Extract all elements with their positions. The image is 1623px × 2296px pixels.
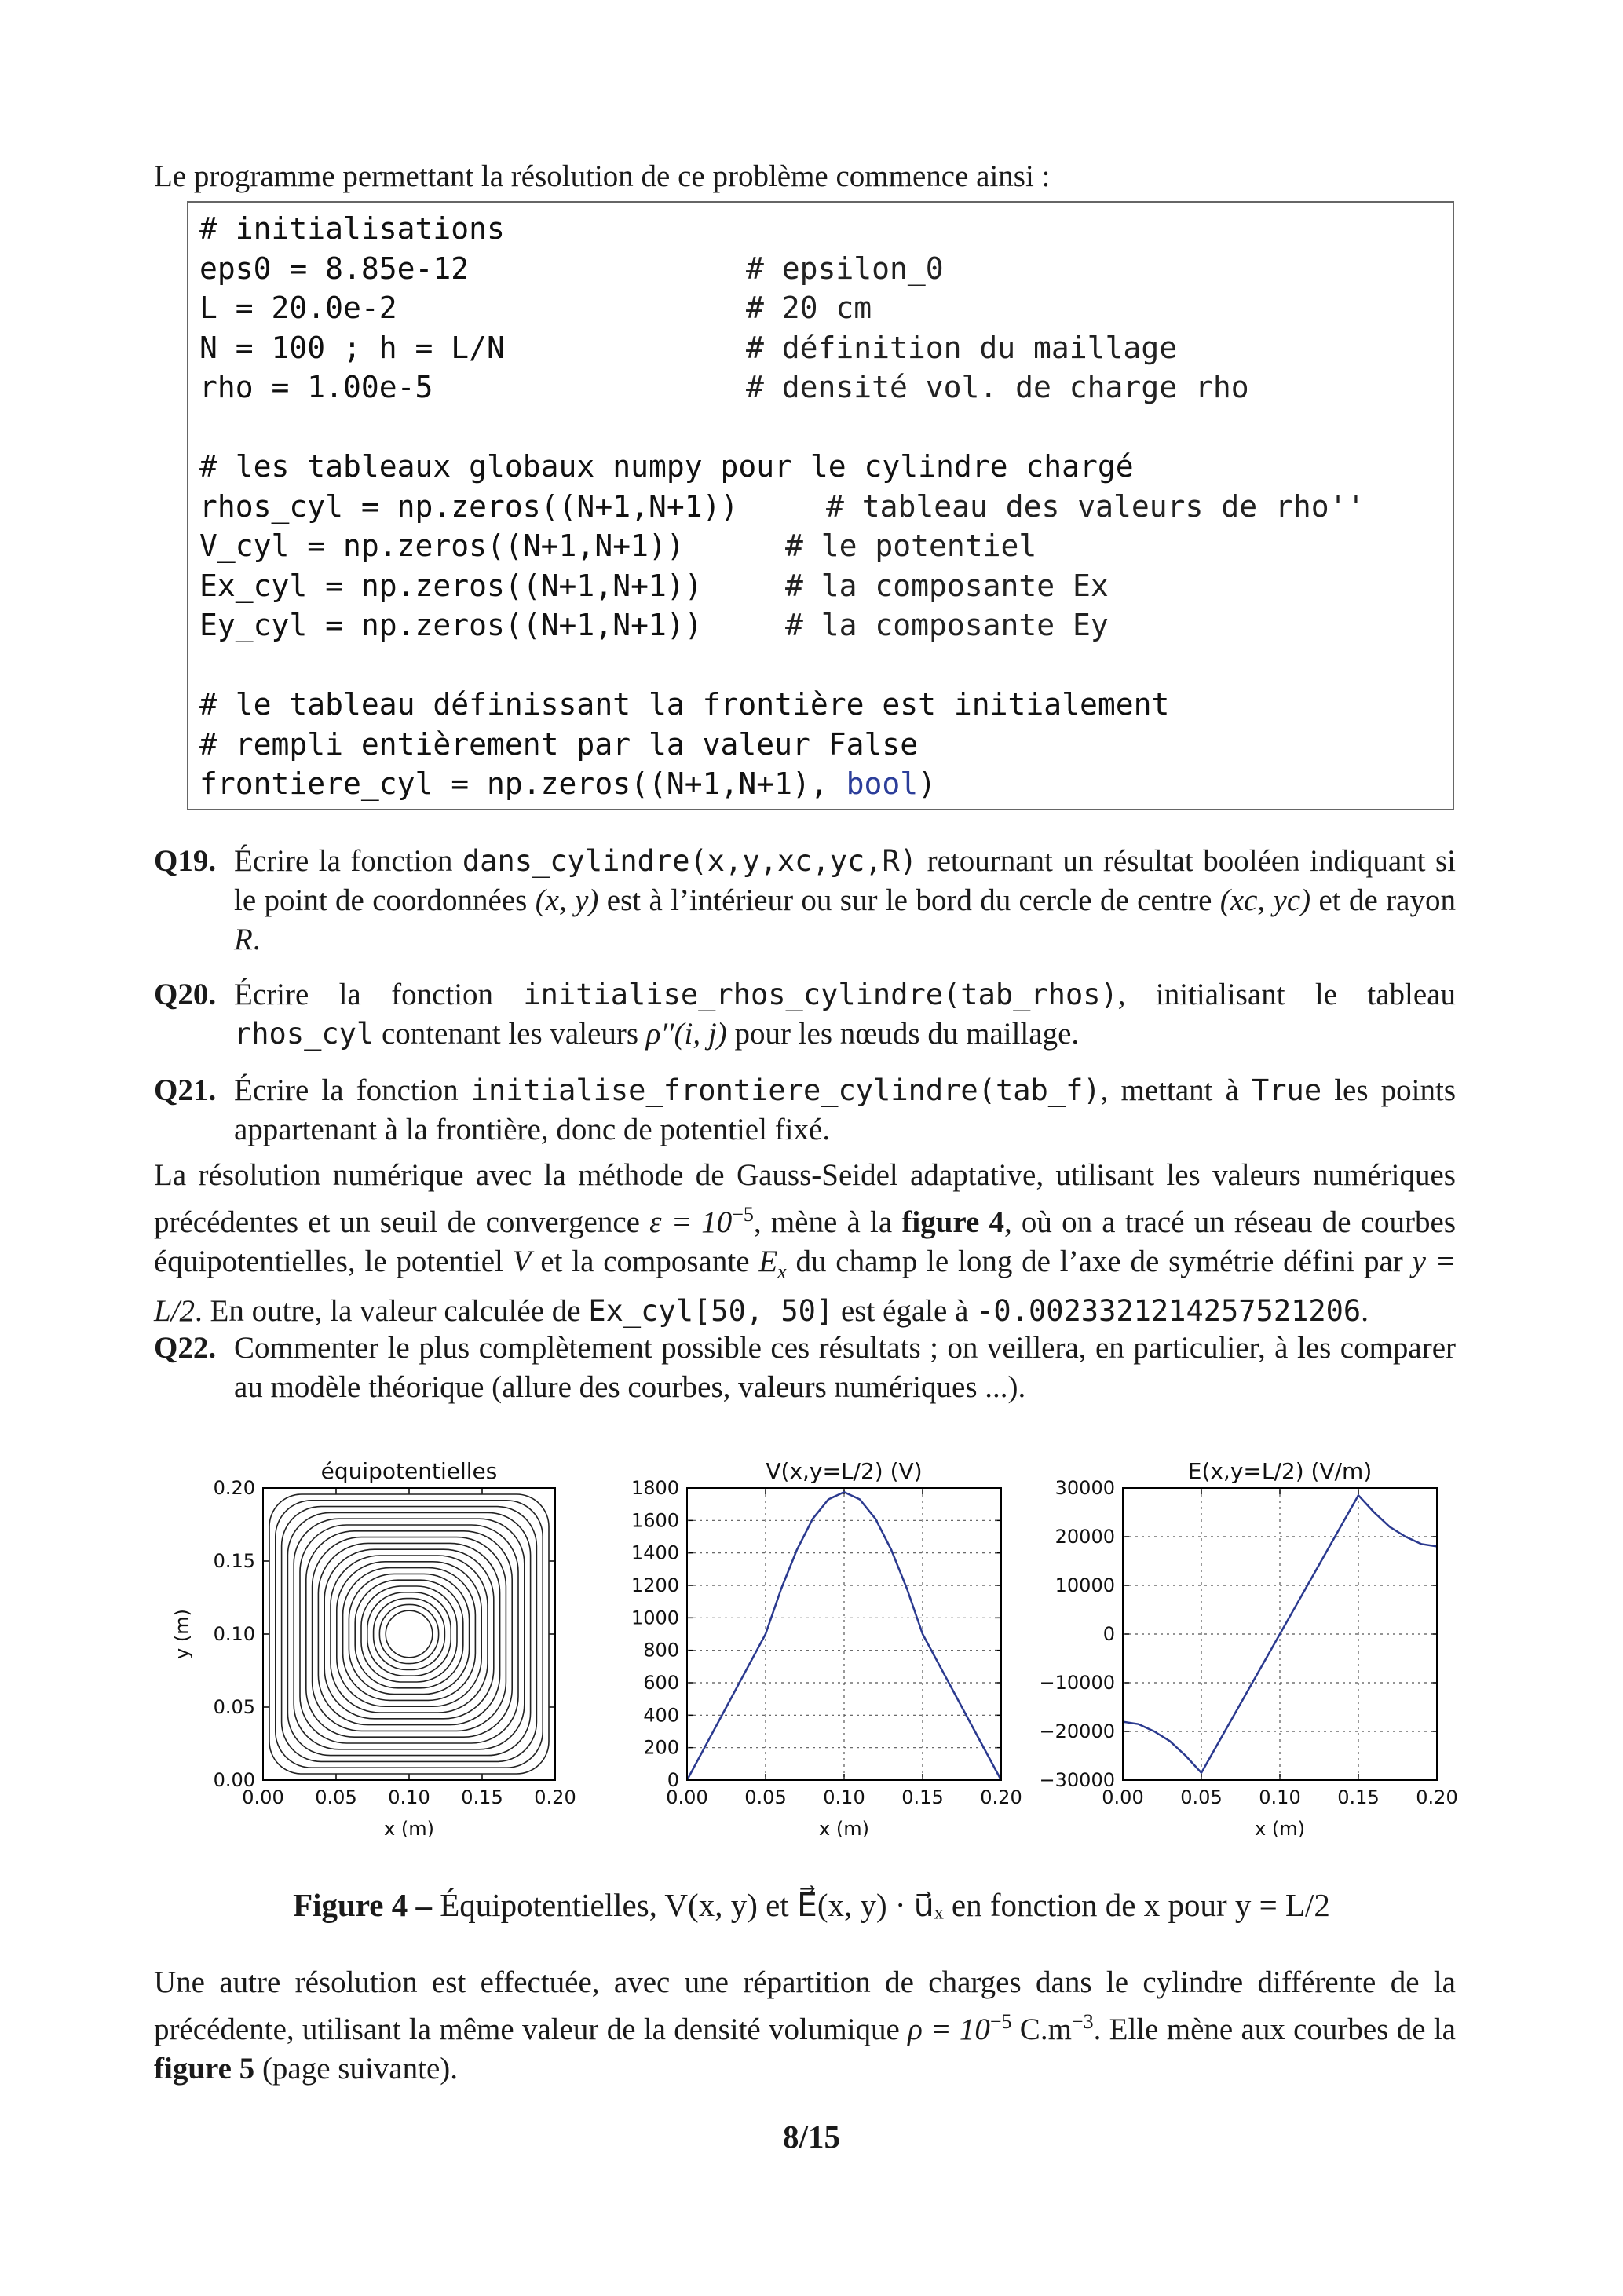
x-axis-label: x (m): [819, 1818, 869, 1840]
code-line: # rempli entièrement par la valeur False: [199, 726, 919, 762]
q22-text: Commenter le plus complètement possible ces résultats ; on veillera, en particulier, à les comparer au modèle théorique (allure des courbes, valeurs numériques ...).: [234, 1331, 1456, 1404]
equipotential-curve: [318, 1543, 499, 1724]
equipotential-curve: [324, 1549, 494, 1719]
figure-caption: Figure 4 – Équipotentielles, V(x, y) et E⃗(x, y) · u⃗ₓ en fonction de x pour y = L/2: [293, 1887, 1330, 1923]
code-line: eps0 = 8.85e-12: [199, 250, 470, 286]
y-tick-label: 20000: [1055, 1526, 1115, 1548]
y-tick-label: 0.00: [213, 1769, 255, 1791]
equipotential-curve: [355, 1580, 463, 1688]
y-tick-label: 800: [643, 1639, 679, 1662]
code-line: frontiere_cyl = np.zeros((N+1,N+1), bool): [199, 766, 937, 801]
y-tick-label: 0.15: [213, 1550, 255, 1572]
x-tick-label: 0.20: [534, 1786, 576, 1808]
chart-title: E(x,y=L/2) (V/m): [1187, 1458, 1373, 1484]
series-line: [687, 1492, 1001, 1780]
equipotential-curve: [294, 1519, 525, 1749]
equipotential-curve: [337, 1562, 481, 1706]
y-tick-label: 400: [643, 1704, 679, 1727]
equipotential-curve: [379, 1604, 438, 1663]
q21-label: Q21.: [154, 1073, 217, 1107]
code-line: # les tableaux globaux numpy pour le cylindre chargé: [199, 449, 1134, 484]
y-tick-label: 1200: [631, 1574, 679, 1596]
equipotential-curve: [343, 1568, 476, 1701]
code-comment: # la composante Ey: [785, 608, 1109, 642]
y-tick-label: 30000: [1055, 1477, 1115, 1499]
y-tick-label: 0.10: [213, 1623, 255, 1645]
x-tick-label: 0.00: [1102, 1786, 1144, 1808]
code-comment: # epsilon_0: [746, 250, 944, 286]
figure-4-charts: [173, 1445, 1460, 1857]
code-comment: # le potentiel: [785, 528, 1037, 563]
q19-function: dans_cylindre(x,y,xc,yc,R): [462, 844, 918, 878]
x-tick-label: 0.20: [1416, 1786, 1458, 1808]
code-comment: # définition du maillage: [746, 330, 1178, 365]
code-line: V_cyl = np.zeros((N+1,N+1)): [199, 528, 685, 563]
x-axis-label: x (m): [1255, 1818, 1305, 1840]
q22-label: Q22.: [154, 1331, 217, 1365]
y-tick-label: 1800: [631, 1477, 679, 1499]
q19-label: Q19.: [154, 844, 217, 878]
equipotential-curve: [374, 1599, 445, 1670]
code-line: rho = 1.00e-5: [199, 370, 433, 404]
code-comment: # tableau des valeurs de rho'': [826, 488, 1365, 524]
code-line: L = 20.0e-2: [199, 291, 397, 325]
code-comment: # 20 cm: [746, 291, 872, 325]
x-tick-label: 0.15: [461, 1786, 503, 1808]
code-line: Ex_cyl = np.zeros((N+1,N+1)): [199, 568, 703, 603]
y-tick-label: −20000: [1039, 1720, 1115, 1742]
code-keyword: bool: [846, 766, 919, 801]
code-line: rhos_cyl = np.zeros((N+1,N+1)): [199, 488, 739, 524]
code-comment: # densité vol. de charge rho: [746, 370, 1249, 404]
page-number: 8/15: [783, 2119, 840, 2155]
x-tick-label: 0.00: [242, 1786, 284, 1808]
y-tick-label: 1000: [631, 1607, 679, 1629]
y-tick-label: 10000: [1055, 1574, 1115, 1596]
x-tick-label: 0.20: [980, 1786, 1022, 1808]
q20-label: Q20.: [154, 978, 217, 1011]
code-line: # le tableau définissant la frontière est initialement: [199, 687, 1170, 722]
x-axis-label: x (m): [384, 1818, 434, 1840]
equipotential-curve: [331, 1556, 488, 1713]
x-tick-label: 0.10: [1259, 1786, 1301, 1808]
y-tick-label: 600: [643, 1672, 679, 1694]
equipotential-curve: [269, 1494, 549, 1774]
q19-text: Écrire la fonction dans_cylindre(x,y,xc,yc,R) retournant un résultat booléen indiquant si le point de coordonnées (x, y) est à l’intérieur ou sur le bord du cercle de centre (xc, yc) et de rayon R.: [234, 844, 1456, 956]
x-tick-label: 0.05: [1180, 1786, 1223, 1808]
x-tick-label: 0.15: [1337, 1786, 1380, 1808]
y-tick-label: 1400: [631, 1541, 679, 1564]
x-tick-label: 0.00: [666, 1786, 708, 1808]
chart-title: équipotentielles: [320, 1458, 498, 1484]
y-tick-label: 0.20: [213, 1477, 255, 1499]
chart-title: V(x,y=L/2) (V): [766, 1458, 923, 1484]
q21-function: initialise_frontiere_cylindre(tab_f): [470, 1073, 1101, 1107]
x-tick-label: 0.05: [744, 1786, 787, 1808]
equipotential-curve: [386, 1610, 433, 1658]
y-tick-label: −30000: [1039, 1769, 1115, 1791]
x-tick-label: 0.05: [315, 1786, 357, 1808]
q20-text: Écrire la fonction initialise_rhos_cylindre(tab_rhos), initialisant le tableau rhos_cyl contenant les valeurs ρ′′(i, j) pour les nœuds du maillage.: [234, 978, 1456, 1051]
q20-function: initialise_rhos_cylindre(tab_rhos): [523, 978, 1118, 1011]
equipotential-curve: [313, 1537, 506, 1731]
x-tick-label: 0.10: [388, 1786, 430, 1808]
code-line: Ey_cyl = np.zeros((N+1,N+1)): [199, 608, 703, 642]
y-axis-label: y (m): [173, 1609, 193, 1659]
code-comment: # la composante Ex: [785, 568, 1109, 603]
figure-4-svg: [173, 1445, 1460, 1853]
results-paragraph: La résolution numérique avec la méthode de Gauss-Seidel adaptative, utilisant les valeurs numériques précédentes et un seuil de convergence $\varepsilon = 10^{-5}$, mène à la figure 4, où on a tracé un réseau de courbes équipotentielles, le potentiel V et la composante $E_x$ du champ le long de l’axe de symétrie défini par y = L/2. En outre, la valeur calculée de Ex_cyl[50, 50] est égale à -0.0023321214257521206.: [154, 1158, 1457, 1328]
code-line: N = 100 ; h = L/N: [199, 330, 505, 365]
code-paren: ): [918, 766, 937, 801]
code-line: # initialisations: [199, 211, 505, 246]
closing-paragraph: Une autre résolution est effectuée, avec une répartition de charges dans le cylindre différente de la précédente, utilisant la même valeur de la densité volumique $\rho = 10^{-5}$ $C.m^{-3}$. Elle mène aux courbes de la figure 5 (page suivante).: [154, 1965, 1456, 2086]
y-tick-label: 200: [643, 1736, 679, 1759]
x-tick-label: 0.15: [901, 1786, 944, 1808]
x-tick-label: 0.10: [823, 1786, 865, 1808]
intro-text: Le programme permettant la résolution de ce problème commence ainsi :: [154, 159, 1051, 193]
y-tick-label: 1600: [631, 1509, 679, 1532]
y-tick-label: 0.05: [213, 1696, 255, 1718]
y-tick-label: −10000: [1039, 1672, 1115, 1694]
equipotential-curve: [276, 1501, 543, 1768]
q21-text: Écrire la fonction initialise_frontiere_cylindre(tab_f), mettant à True les points appartenant à la frontière, donc de potentiel fixé.: [234, 1073, 1456, 1146]
equipotential-curve: [361, 1586, 457, 1682]
y-tick-label: 0: [1102, 1623, 1115, 1645]
y-tick-label: 0: [667, 1769, 679, 1791]
